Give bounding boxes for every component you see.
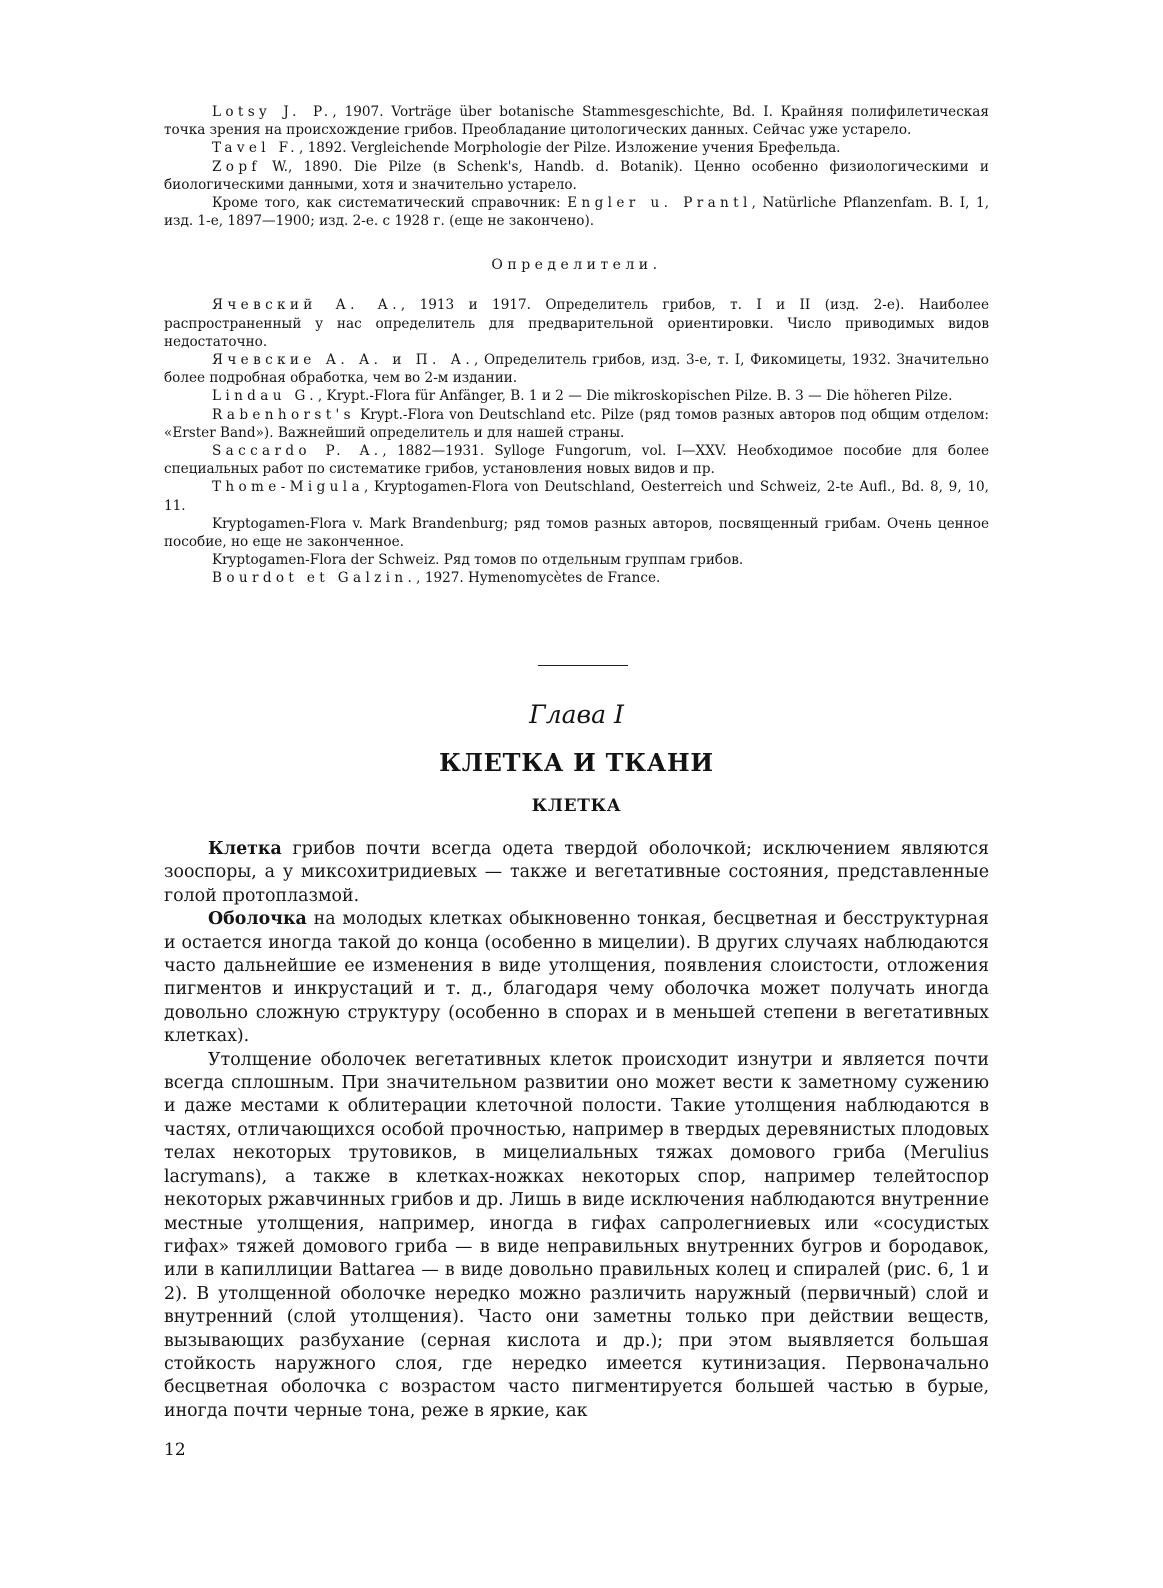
key-author: Lindau G. (212, 388, 318, 405)
key-entry (164, 442, 989, 478)
paragraph-text: Утолщение оболочек вегетативных клеток происходит изнутри и является почти всегда сплошным. При значительном развитии оно может вести к заметному сужению и даже местами к облитерации клеточной полости. Такие утолщения наблюдаются в частях, отличающихся особой прочностью, например в твердых деревянистых плодовых телах некоторых трутовиков, в мицелиальных тяжах домового гриба (Merulius lacrymans), а также в клетках-ножках некоторых спор, например телейтоспор некоторых ржавчинных грибов и др. Лишь в виде исключения наблюдаются внутренние местные утолщения, например, иногда в гифах сапролегниевых или «сосудистых гифах» тяжей домового гриба — в виде неправильных внутренних бугров и бородавок, или в капиллиции Battarea — в виде довольно правильных колец и спиралей (рис. 6, 1 и 2). В утолщенной оболочке нередко можно различить наружный (первичный) слой и внутренний (слой утолщения). Часто они заметны только при действии веществ, вызывающих разбухание (серная кислота и др.); при этом выявляется большая стойкость наружного слоя, где нередко имеется кутинизация. Первоначально бесцветная оболочка с возрастом часто пигментируется большей частью в бурые, иногда почти черные тона, реже в яркие, как (164, 1049, 989, 1421)
body-text (164, 838, 989, 1423)
key-text: Krypt.-Flora von Deutschland etc. Pilze (ряд томов разных авторов под общим отделом: «Erster Band»). Важнейший определитель и для нашей страны. (164, 406, 989, 441)
key-text: , 1882—1931. Sylloge Fungorum, vol. I—XXV. Необходимое пособие для более специальных работ по систематике грибов, установления новых видов и пр. (164, 443, 989, 478)
body-paragraph (164, 838, 989, 908)
paragraph-lead: Оболочка (208, 909, 307, 930)
key-text: , Krypt.-Flora für Anfänger, B. 1 и 2 — Die mikroskopischen Pilze. B. 3 — Die höheren Pilze. (317, 388, 953, 405)
key-text: Kryptogamen-Flora v. Mark Brandenburg; ряд томов разных авторов, посвященный грибам. Очень ценное пособие, но еще не законченное. (164, 515, 989, 551)
key-entry (164, 515, 989, 551)
key-entry (164, 569, 989, 587)
key-author: Ячевские А. А. и П. А. (212, 352, 474, 369)
paragraph-text: на молодых клетках обыкновенно тонкая, бесцветная и бесструктурная и остается иногда такой до конца (особенно в мицелии). В других случаях наблюдаются часто дальнейшие ее изменения в виде утолщения, появления слоистости, отложения пигментов и инкрустаций и т. д., благодаря чему оболочка может получать иногда довольно сложную структуру (особенно в спорах и в меньшей степени в вегетативных клетках). (164, 909, 989, 1047)
reference-text: , 1907. Vorträge über botanische Stammesgeschichte, Bd. I. Крайняя полифилетическая точка зрения на происхождение грибов. Преобладание цитологических данных. Сейчас уже устарело. (164, 104, 989, 139)
reference-entry (164, 158, 989, 194)
key-text: , 1927. Hymenomycètes de France. (416, 570, 661, 587)
key-author: Saccardo P. A. (212, 443, 383, 460)
reference-text: , 1892. Vergleichende Morphologie der Pilze. Изложение учения Брефельда. (298, 140, 841, 157)
key-entry (164, 406, 989, 442)
reference-author: Engler u. Prantl (567, 195, 752, 212)
key-entry (164, 296, 989, 351)
reference-author: Tavel F. (212, 140, 299, 157)
reference-author: Zopf (212, 158, 261, 175)
reference-entry (164, 139, 989, 157)
reference-text: W., 1890. Die Pilze (в Schenk's, Handb. d. Botanik). Ценно особенно физиологическими и биологическими данными, хотя и значительно устарело. (164, 158, 989, 193)
page-number: 12 (164, 1440, 186, 1460)
key-author: Thome-Migula (212, 479, 364, 496)
key-author: Ячевский А. А. (212, 297, 401, 314)
key-text: , Определитель грибов, изд. 3-е, т. I, Фикомицеты, 1932. Значительно более подробная обработка, чем во 2-м издании. (164, 352, 989, 387)
reference-entry (164, 103, 989, 139)
chapter-title: КЛЕТКА И ТКАНИ (439, 748, 714, 777)
key-entry (164, 387, 989, 405)
references-list (164, 103, 989, 588)
key-text: Kryptogamen-Flora der Schweiz. Ряд томов по отдельным группам грибов. (212, 552, 744, 569)
chapter-label: Глава I (529, 700, 624, 729)
key-text: , Kryptogamen-Flora von Deutschland, Oesterreich und Schweiz, 2-te Aufl., Bd. 8, 9, 10, 11. (164, 479, 989, 514)
keys-section-title: Определители. (491, 257, 662, 274)
reference-entry (164, 194, 989, 230)
reference-text: , Natürliche Pflanzenfam. B. I, 1, изд. 1-е, 1897—1900; изд. 2-е. с 1928 г. (еще не закончено). (164, 195, 990, 230)
key-entry (164, 478, 989, 514)
key-author: Bourdot et Galzin. (212, 570, 417, 587)
reference-author: Lotsy J. P. (212, 104, 333, 120)
body-paragraph (164, 908, 989, 1048)
section-divider (538, 665, 628, 666)
body-paragraph (164, 1049, 989, 1424)
key-entry (164, 551, 989, 569)
key-entry (164, 351, 989, 387)
paragraph-text: грибов почти всегда одета твердой оболочкой; исключением являются зооспоры, а у миксохитридиевых — также и вегетативные состояния, представленные голой протоплазмой. (164, 839, 989, 906)
reference-text: Кроме того, как систематический справочник: (212, 195, 568, 212)
paragraph-lead: Клетка (208, 839, 282, 859)
key-text: , 1913 и 1917. Определитель грибов, т. I и II (изд. 2-е). Наиболее распространенный у нас определитель для предварительной ориентировки. Число приводимых видов недостаточно. (164, 297, 990, 350)
key-author: Rabenhorst's (212, 406, 355, 423)
section-heading: КЛЕТКА (531, 796, 622, 816)
